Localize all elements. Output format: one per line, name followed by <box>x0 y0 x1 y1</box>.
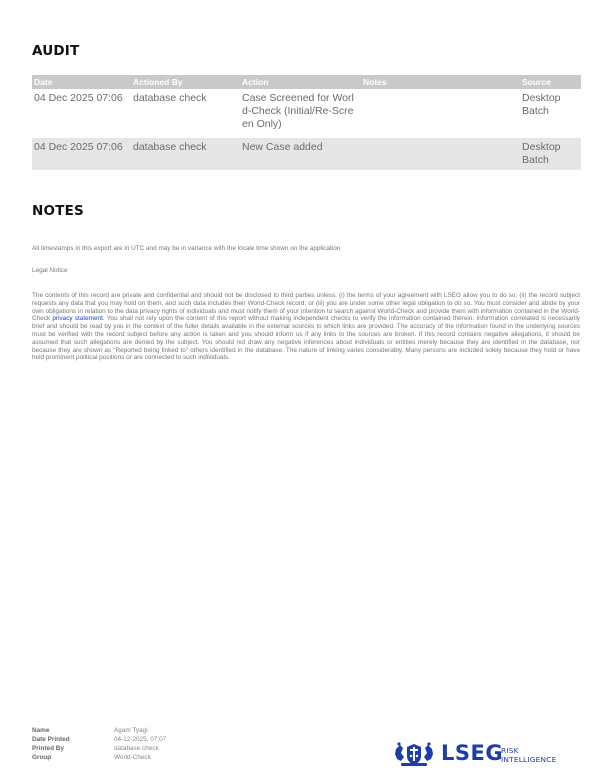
lseg-logo <box>392 741 572 769</box>
lseg-wordmark: LSEG <box>441 741 504 765</box>
legal-text-part-1: The contents of this record are private and confidential and should not be disclosed to third parties unless: (i) the terms of your agreement with LSEG allow you to do so; (ii) the record subject requests any data that you may hold on them, and such data includes their World-Check record; or (iii) you are under some other legal obligation to do so. You must consider and abide by your own obligations in relation to the data privacy rights of individuals and must notify them of your intention to search against World-Check and provide them with information contained in the World-Check <box>32 292 580 323</box>
footer-row-group <box>32 753 166 762</box>
footer-row-name <box>32 726 166 735</box>
cell-date: 04 Dec 2025 07:06 <box>32 138 131 170</box>
cell-notes <box>361 89 520 134</box>
cell-source: Desktop Batch <box>520 89 581 134</box>
legal-notice-body <box>32 292 580 362</box>
cell-actioned-by: database check <box>131 89 240 134</box>
cell-actioned-by: database check <box>131 138 240 170</box>
cell-date: 04 Dec 2025 07:06 <box>32 89 131 134</box>
group-label: Group <box>32 754 52 761</box>
audit-header-row <box>32 75 581 89</box>
print-details <box>32 726 166 762</box>
cell-notes <box>361 138 520 170</box>
cell-action: New Case added <box>240 138 361 170</box>
date-printed-label: Date Printed <box>32 736 70 743</box>
name-label: Name <box>32 727 50 734</box>
column-header-action: Action <box>240 75 361 89</box>
cell-source: Desktop Batch <box>520 138 581 170</box>
printed-by-label: Printed By <box>32 745 64 752</box>
logo-sub-line-2: INTELLIGENCE <box>501 755 557 764</box>
privacy-statement-link[interactable]: privacy statement <box>52 315 103 323</box>
date-printed-value: 04-12-2025, 07:07 <box>114 736 167 743</box>
column-header-notes: Notes <box>361 75 520 89</box>
name-value: Agam Tyagi <box>114 727 148 734</box>
column-header-source: Source <box>520 75 581 89</box>
lseg-crest-icon <box>392 741 436 769</box>
table-row <box>32 89 581 134</box>
audit-section-title: AUDIT <box>32 43 80 59</box>
column-header-date: Date <box>32 75 131 89</box>
printed-by-value: database check <box>114 745 159 752</box>
audit-table <box>32 75 581 170</box>
legal-text-part-2: . You shall not rely upon the content of this report without making independent checks to verify the information contained therein. Information correlated is necessarily brief and should be read by you in the context of the fuller details available in the external sources to which links are provided. The accuracy of the information found in the underlying sources must be verified with the record subject before any action is taken and you should inform us if any links to the sources are broken. If this record contains negative allegations, it should be assumed that such allegations are denied by the subject. You should not draw any negative inferences about individuals or entities merely because they are identified in the database, nor because they are shown as "Reported being linked to" others identified in the database. The nature of linking varies considerably. Many persons are included solely because they hold or have held prominent political positions or are connected to such individuals. <box>32 315 580 362</box>
logo-sub-line-1: RISK <box>501 746 519 755</box>
cell-action: Case Screened for World-Check (Initial/Re-Screen Only) <box>240 89 361 134</box>
legal-notice-heading: Legal Notice <box>32 267 68 274</box>
risk-intelligence-label <box>501 746 556 764</box>
notes-section-title: NOTES <box>32 203 84 219</box>
table-row <box>32 138 581 170</box>
column-header-actioned-by: Actioned By <box>131 75 240 89</box>
timestamp-note: All timestamps in this export are in UTC and may be in variance with the locale time shown on the application <box>32 245 341 252</box>
footer-row-printed-by <box>32 744 166 753</box>
group-value: World-Check <box>114 754 151 761</box>
footer-row-date <box>32 735 166 744</box>
